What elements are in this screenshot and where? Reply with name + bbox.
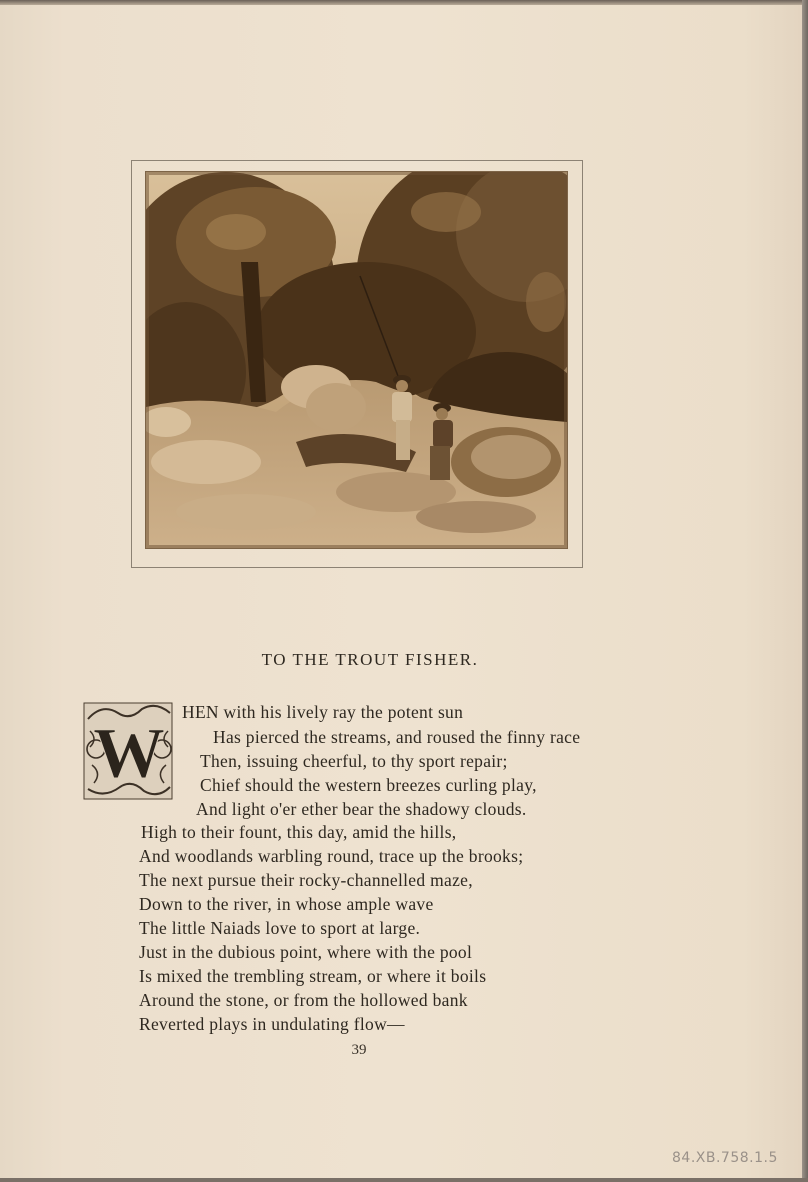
page-number: 39: [351, 1042, 367, 1058]
poem-line: High to their fount, this day, amid the hills,: [141, 822, 457, 842]
trout-fisher-photograph: [146, 172, 567, 548]
poem-line: And woodlands warbling round, trace up the brooks;: [139, 846, 524, 866]
poem-line: Down to the river, in whose ample wave: [139, 894, 434, 914]
poem-title: TO THE TROUT FISHER.: [261, 650, 479, 669]
poem-line: Is mixed the trembling stream, or where it boils: [139, 966, 487, 986]
poem-line: The next pursue their rocky-channelled maze,: [139, 870, 473, 890]
page-bottom-edge: [0, 1178, 808, 1182]
poem-line: HEN with his lively ray the potent sun: [182, 702, 464, 722]
poem-line: And light o'er ether bear the shadowy clouds.: [196, 799, 527, 819]
page-top-edge: [0, 0, 808, 5]
svg-text:W: W: [93, 713, 165, 793]
poem-line: The little Naiads love to sport at large.: [139, 918, 421, 938]
page-right-edge: [802, 0, 808, 1182]
poem-line: Has pierced the streams, and roused the finny race: [213, 727, 581, 747]
poem-line: Just in the dubious point, where with the pool: [139, 942, 473, 962]
poem-line: Around the stone, or from the hollowed bank: [139, 990, 468, 1010]
decorated-initial-w-icon: [82, 699, 176, 801]
pencil-shelfmark: 84.XB.758.1.5: [672, 1150, 778, 1166]
poem-line: Reverted plays in undulating flow—: [139, 1014, 405, 1034]
poem-line: Chief should the western breezes curling play,: [200, 775, 537, 795]
poem-line: Then, issuing cheerful, to thy sport repair;: [200, 751, 508, 771]
